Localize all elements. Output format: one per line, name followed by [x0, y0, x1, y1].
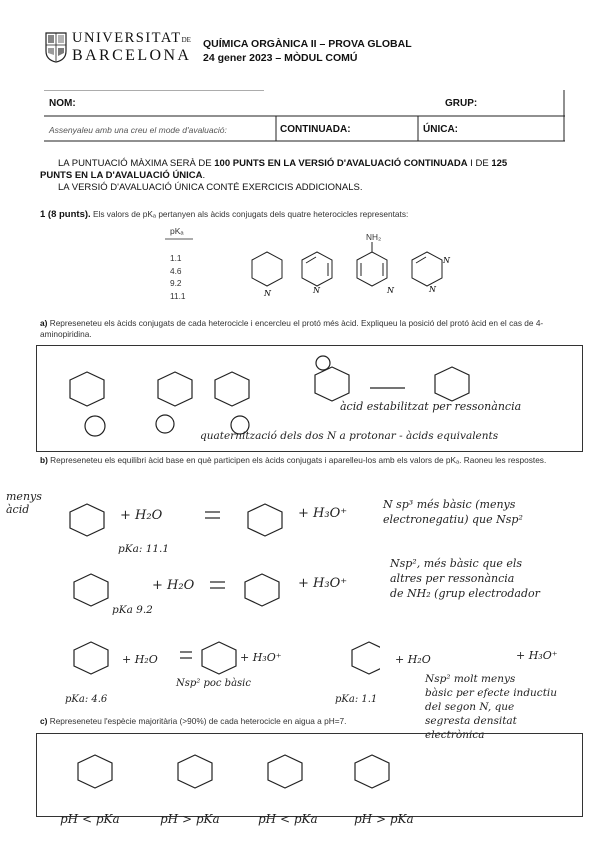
part-b-statement — [40, 455, 575, 466]
name-label: NOM: — [49, 98, 76, 109]
aminopyridine-nh2-label: NH₂ — [366, 232, 382, 242]
margin-note-line: àcid — [6, 503, 30, 516]
pyridine-n-label: N — [313, 286, 320, 295]
single-mode-label: ÚNICA: — [423, 124, 458, 135]
margin-note-less-acidic — [6, 490, 42, 516]
part-a-text: Represeneteu els àcids conjugats de cada heterocicle i encercleu el protó més àcid. Expliqueu la posició del protó àcid en el cas de 4-aminopiridina. — [40, 318, 544, 339]
eq1-pka: pKa: 11.1 — [118, 543, 170, 555]
eq4-note-line: Nsp² molt menys — [425, 673, 516, 685]
answer-c-species-3: pH < pKa — [258, 812, 318, 826]
eq4-note-line: del segon N, que — [425, 701, 515, 713]
eq2-water: + H₂O — [152, 578, 195, 593]
name-field[interactable] — [104, 94, 434, 112]
part-b-text: Represeneteu els equilibri àcid base en què participen els àcids conjugats i aparelleu-los amb els valors de pKₐ. Raoneu les respostes. — [47, 455, 547, 465]
eq4-note — [425, 672, 557, 742]
pyrimidine-structure — [412, 252, 442, 286]
pyrimidine-n-label: N — [443, 256, 450, 265]
pka-value: 9.2 — [170, 278, 182, 289]
continuous-mode-checkbox[interactable] — [366, 119, 414, 137]
intro-period: . — [202, 170, 206, 181]
mode-instruction: Assenyaleu amb una creu el mode d'avaluació: — [49, 125, 227, 135]
intro-bold: 100 PUNTS EN LA VERSIÓ D'AVALUACIÓ CONTINUADA — [214, 158, 468, 169]
eq3-hydronium: + H₃O⁺ — [240, 651, 282, 664]
eq4-note-line: segresta densitat — [425, 715, 517, 727]
eq1-note — [383, 497, 523, 527]
intro-text-mid: I DE — [467, 158, 492, 169]
eq4-note-line: electrònica — [425, 729, 485, 741]
eq1-hydronium: + H₃O⁺ — [298, 506, 348, 521]
answer-c-species-1: pH < pKa — [60, 812, 120, 826]
piperidine-structure — [252, 252, 282, 286]
eq1-water: + H₂O — [120, 508, 163, 523]
intro-note: LA VERSIÓ D'AVALUACIÓ ÚNICA CONTÉ EXERCICIS ADDICIONALS. — [58, 182, 363, 193]
eq3-water: + H₂O — [122, 653, 158, 666]
part-a-label: a) — [40, 318, 48, 328]
pyrimidine-n-label: N — [429, 285, 436, 294]
exam-subtitle: 24 gener 2023 – MÒDUL COMÚ — [203, 52, 358, 64]
aminopyridine-structure — [357, 242, 387, 286]
eq2-hydronium: + H₃O⁺ — [298, 576, 348, 591]
answer-c-drawing — [40, 738, 580, 813]
part-c-text: Represeneteu l'espècie majoritària (>90%) de cada heterocicle en aigua a pH=7. — [47, 716, 347, 726]
eq1-note-line: electronegatiu) que Nsp² — [383, 513, 523, 526]
eq4-hydronium: + H₃O⁺ — [516, 649, 558, 662]
pka-value: 4.6 — [170, 265, 182, 276]
pka-value: 11.1 — [170, 291, 186, 302]
eq2-note-line: Nsp², més bàsic que els — [390, 557, 523, 570]
answer-a-line1: àcid estabilitzat per ressonància — [340, 400, 522, 413]
heterocycles-figure — [232, 230, 462, 305]
piperidine-n-label: N — [264, 289, 271, 298]
answer-c-species-2: pH > pKa — [160, 812, 220, 826]
student-info-table — [44, 90, 565, 142]
pka-header: pKₐ — [170, 226, 184, 236]
eq2-note-line: de NH₂ (grup electrodador — [390, 587, 540, 600]
single-mode-checkbox[interactable] — [464, 119, 559, 137]
eq4-water: + H₂O — [395, 653, 431, 666]
intro-points: 125 — [491, 158, 508, 169]
part-c-label: c) — [40, 716, 48, 726]
aminopyridine-n-label: N — [387, 286, 394, 295]
eq1-note-line: N sp³ més bàsic (menys — [383, 498, 516, 511]
continuous-mode-label: CONTINUADA: — [280, 124, 351, 135]
intro-text: LA PUNTUACIÓ MÀXIMA SERÀ DE — [58, 158, 215, 169]
eq4-note-line: bàsic per efecte inductiu — [425, 687, 558, 699]
answer-c-species-4: pH > pKa — [354, 812, 414, 826]
margin-note-line: menys — [6, 490, 42, 503]
group-label: GRUP: — [445, 98, 478, 109]
part-c-statement — [40, 716, 420, 727]
question-1-text: Els valors de pKₐ pertanyen als àcids conjugats dels quatre heterocicles representats: — [90, 209, 409, 219]
university-name-line2: BARCELONA — [72, 47, 192, 64]
exam-header — [203, 37, 412, 65]
pka-values-list — [170, 252, 186, 303]
part-a-statement — [40, 318, 575, 340]
eq4-pka: pKa: 1.1 — [335, 694, 378, 705]
intro-bold-2: PUNTS EN LA D'AVALUACIÓ ÚNICA — [40, 170, 203, 181]
question-1-statement — [40, 209, 580, 221]
eq2-note-line: altres per ressonància — [390, 572, 515, 585]
part-b-label: b) — [40, 455, 48, 465]
university-logo — [44, 30, 199, 70]
university-name-suffix: DE — [181, 36, 191, 44]
eq2-pka: pKa 9.2 — [112, 604, 153, 616]
university-name-line1: UNIVERSITAT — [72, 30, 182, 46]
eq3-note: Nsp² poc bàsic — [176, 678, 251, 689]
pyridine-structure — [302, 252, 332, 286]
eq3-pka: pKa: 4.6 — [65, 694, 108, 705]
instructions — [40, 158, 570, 194]
exam-title: QUÍMICA ORGÀNICA II – PROVA GLOBAL — [203, 38, 412, 50]
question-1-label: 1 (8 punts). — [40, 209, 91, 220]
answer-a-line2: quaternització dels dos N a protonar - àcids equivalents — [200, 430, 499, 442]
eq2-note — [390, 556, 540, 601]
university-shield-icon — [44, 31, 68, 63]
pka-value: 1.1 — [170, 253, 182, 263]
group-field[interactable] — [484, 94, 559, 112]
